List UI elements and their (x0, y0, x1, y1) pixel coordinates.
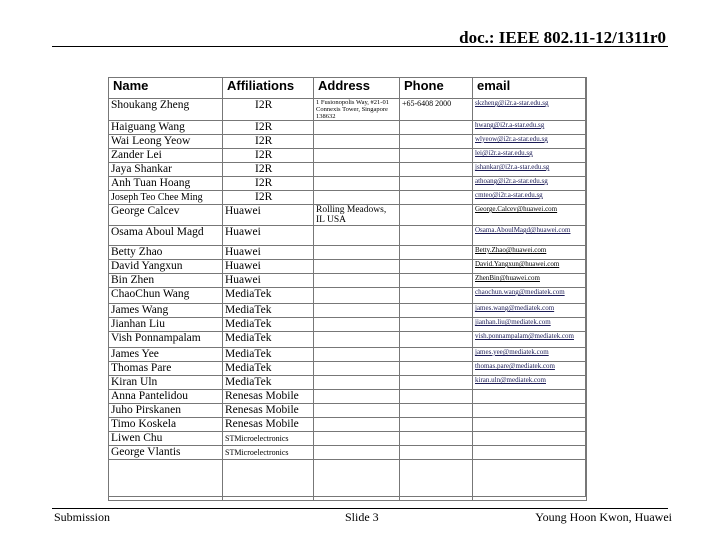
column-header-affiliations: Affiliations (223, 78, 314, 99)
table-row (109, 418, 587, 432)
email-link[interactable]: hwang@i2r.a-star.edu.sg (475, 121, 545, 129)
email-cell[interactable] (473, 177, 587, 191)
email-cell[interactable] (473, 135, 587, 149)
affiliation-cell: MediaTek (223, 376, 314, 390)
table-row (109, 246, 587, 260)
name-cell: Anna Pantelidou (109, 390, 223, 404)
address-cell (314, 135, 400, 149)
email-cell[interactable] (473, 121, 587, 135)
email-cell[interactable] (473, 274, 587, 288)
affiliation-cell: Renesas Mobile (223, 418, 314, 432)
address-cell (314, 260, 400, 274)
column-header-phone: Phone (400, 78, 473, 99)
address-cell: Rolling Meadows, IL USA (314, 205, 400, 226)
email-cell (473, 432, 587, 446)
name-cell: Osama Aboul Magd (109, 226, 223, 246)
column-header-address: Address (314, 78, 400, 99)
name-cell: David Yangxun (109, 260, 223, 274)
email-link[interactable]: ZhenBin@huawei.com (475, 274, 540, 282)
name-cell: Anh Tuan Hoang (109, 177, 223, 191)
phone-cell (400, 260, 473, 274)
empty-cell (223, 460, 314, 501)
empty-cell (473, 460, 587, 501)
table-row (109, 163, 587, 177)
phone-cell (400, 246, 473, 260)
empty-cell (314, 460, 400, 501)
email-cell[interactable] (473, 246, 587, 260)
email-cell (473, 446, 587, 460)
footer-slide-number: Slide 3 (345, 510, 379, 524)
email-cell[interactable] (473, 205, 587, 226)
affiliation-cell: I2R (223, 121, 314, 135)
affiliation-cell: I2R (223, 177, 314, 191)
address-cell (314, 376, 400, 390)
address-cell (314, 163, 400, 177)
email-link[interactable]: George.Calcev@huawei.com (475, 205, 558, 213)
affiliation-cell: Huawei (223, 246, 314, 260)
affiliation-cell: MediaTek (223, 332, 314, 348)
name-cell: Jaya Shankar (109, 163, 223, 177)
email-link[interactable]: kiran.uln@mediatek.com (475, 376, 546, 384)
table-row (109, 304, 587, 318)
phone-cell: +65-6408 2000 (400, 99, 473, 121)
phone-cell (400, 432, 473, 446)
name-cell: James Yee (109, 348, 223, 362)
affiliation-cell: I2R (223, 135, 314, 149)
name-cell: Haiguang Wang (109, 121, 223, 135)
phone-cell (400, 376, 473, 390)
address-cell (314, 304, 400, 318)
email-cell[interactable] (473, 348, 587, 362)
phone-cell (400, 362, 473, 376)
table-row (109, 226, 587, 246)
table-row (109, 432, 587, 446)
phone-cell (400, 288, 473, 304)
address-cell (314, 318, 400, 332)
column-header-name: Name (109, 78, 223, 99)
email-cell[interactable] (473, 304, 587, 318)
address-cell (314, 332, 400, 348)
address-cell (314, 362, 400, 376)
email-cell[interactable] (473, 191, 587, 205)
email-link[interactable]: vish.ponnampalam@mediatek.com (475, 332, 574, 340)
phone-cell (400, 348, 473, 362)
affiliation-cell: Renesas Mobile (223, 404, 314, 418)
affiliation-cell: I2R (223, 191, 314, 205)
address-cell (314, 246, 400, 260)
email-cell (473, 390, 587, 404)
table-row (109, 390, 587, 404)
affiliation-cell: STMicroelectronics (223, 432, 314, 446)
email-cell[interactable] (473, 163, 587, 177)
phone-cell (400, 274, 473, 288)
column-header-email: email (473, 78, 587, 99)
email-cell[interactable] (473, 362, 587, 376)
table-header-row (109, 78, 587, 99)
name-cell: Zander Lei (109, 149, 223, 163)
affiliation-cell: I2R (223, 163, 314, 177)
phone-cell (400, 163, 473, 177)
table-row (109, 149, 587, 163)
address-cell (314, 226, 400, 246)
affiliation-cell: I2R (223, 99, 314, 121)
header-divider (52, 46, 668, 47)
phone-cell (400, 418, 473, 432)
table-row (109, 332, 587, 348)
name-cell: Timo Koskela (109, 418, 223, 432)
table-row (109, 348, 587, 362)
phone-cell (400, 191, 473, 205)
name-cell: George Calcev (109, 205, 223, 226)
address-cell: 1 Fusionopolis Way, #21-01 Connexis Tower, Singapore 138632 (314, 99, 400, 121)
table-row (109, 318, 587, 332)
email-link[interactable]: jianhan.liu@mediatek.com (475, 318, 551, 326)
affiliation-cell: STMicroelectronics (223, 446, 314, 460)
phone-cell (400, 205, 473, 226)
email-link[interactable]: thomas.pare@mediatek.com (475, 362, 555, 370)
email-cell[interactable] (473, 226, 587, 246)
table-row (109, 404, 587, 418)
address-cell (314, 191, 400, 205)
table-row (109, 376, 587, 390)
address-cell (314, 288, 400, 304)
affiliation-cell: Huawei (223, 205, 314, 226)
email-link[interactable]: lei@i2r.a-star.edu.sg (475, 149, 533, 157)
table-row (109, 191, 587, 205)
table-row (109, 274, 587, 288)
name-cell: Jianhan Liu (109, 318, 223, 332)
address-cell (314, 390, 400, 404)
email-link[interactable]: cmteo@i2r.a-star.edu.sg (475, 191, 543, 199)
name-cell: George Vlantis (109, 446, 223, 460)
name-cell: Betty Zhao (109, 246, 223, 260)
table-row (109, 288, 587, 304)
email-cell[interactable] (473, 318, 587, 332)
email-cell[interactable] (473, 260, 587, 274)
table-row (109, 362, 587, 376)
table-row (109, 99, 587, 121)
affiliation-cell: I2R (223, 149, 314, 163)
address-cell (314, 418, 400, 432)
name-cell: Liwen Chu (109, 432, 223, 446)
address-cell (314, 149, 400, 163)
empty-cell (109, 460, 223, 501)
affiliation-cell: MediaTek (223, 348, 314, 362)
name-cell: Wai Leong Yeow (109, 135, 223, 149)
table-row (109, 121, 587, 135)
email-link[interactable]: skzheng@i2r.a-star.edu.sg (475, 99, 549, 107)
address-cell (314, 121, 400, 135)
affiliation-cell: MediaTek (223, 288, 314, 304)
email-cell[interactable] (473, 99, 587, 121)
email-link[interactable]: jshankar@i2r.a-star.edu.sg (475, 163, 550, 171)
phone-cell (400, 404, 473, 418)
affiliation-cell: MediaTek (223, 304, 314, 318)
email-link[interactable]: james.wang@mediatek.com (475, 304, 555, 312)
address-cell (314, 177, 400, 191)
document-id: doc.: IEEE 802.11-12/1311r0 (459, 28, 666, 47)
email-link[interactable]: David.Yangxun@huawei.com (475, 260, 560, 268)
address-cell (314, 348, 400, 362)
phone-cell (400, 135, 473, 149)
email-cell (473, 404, 587, 418)
name-cell: Juho Pirskanen (109, 404, 223, 418)
address-cell (314, 432, 400, 446)
email-link[interactable]: chaochun.wang@mediatek.com (475, 288, 565, 296)
email-cell (473, 418, 587, 432)
phone-cell (400, 121, 473, 135)
phone-cell (400, 318, 473, 332)
name-cell: Joseph Teo Chee Ming (109, 191, 223, 205)
name-cell: Kiran Uln (109, 376, 223, 390)
name-cell: Vish Ponnampalam (109, 332, 223, 348)
phone-cell (400, 332, 473, 348)
address-cell (314, 274, 400, 288)
affiliation-cell: MediaTek (223, 318, 314, 332)
email-link[interactable]: Osama.AboulMagd@huawei.com (475, 226, 571, 234)
name-cell: Thomas Pare (109, 362, 223, 376)
email-cell[interactable] (473, 376, 587, 390)
name-cell: James Wang (109, 304, 223, 318)
footer-divider (52, 508, 668, 509)
address-cell (314, 404, 400, 418)
email-cell[interactable] (473, 332, 587, 348)
email-link[interactable]: athoang@i2r.a-star.edu.sg (475, 177, 548, 185)
table-row (109, 177, 587, 191)
affiliation-cell: Huawei (223, 226, 314, 246)
phone-cell (400, 390, 473, 404)
affiliation-cell: Renesas Mobile (223, 390, 314, 404)
table-row (109, 446, 587, 460)
phone-cell (400, 304, 473, 318)
attendee-table (108, 77, 587, 501)
email-link[interactable]: Betty.Zhao@huawei.com (475, 246, 547, 254)
table-row (109, 135, 587, 149)
affiliation-cell: MediaTek (223, 362, 314, 376)
table-row (109, 260, 587, 274)
email-cell[interactable] (473, 288, 587, 304)
email-cell[interactable] (473, 149, 587, 163)
phone-cell (400, 149, 473, 163)
email-link[interactable]: wlyeow@i2r.a-star.edu.sg (475, 135, 548, 143)
phone-cell (400, 177, 473, 191)
footer-submission: Submission (54, 510, 111, 524)
name-cell: Shoukang Zheng (109, 99, 223, 121)
footer-author: Young Hoon Kwon, Huawei (535, 510, 672, 524)
empty-cell (400, 460, 473, 501)
table-row (109, 205, 587, 226)
name-cell: ChaoChun Wang (109, 288, 223, 304)
email-link[interactable]: james.yee@mediatek.com (475, 348, 549, 356)
name-cell: Bin Zhen (109, 274, 223, 288)
address-cell (314, 446, 400, 460)
affiliation-cell: Huawei (223, 260, 314, 274)
phone-cell (400, 446, 473, 460)
affiliation-cell: Huawei (223, 274, 314, 288)
phone-cell (400, 226, 473, 246)
table-row-empty (109, 460, 587, 501)
